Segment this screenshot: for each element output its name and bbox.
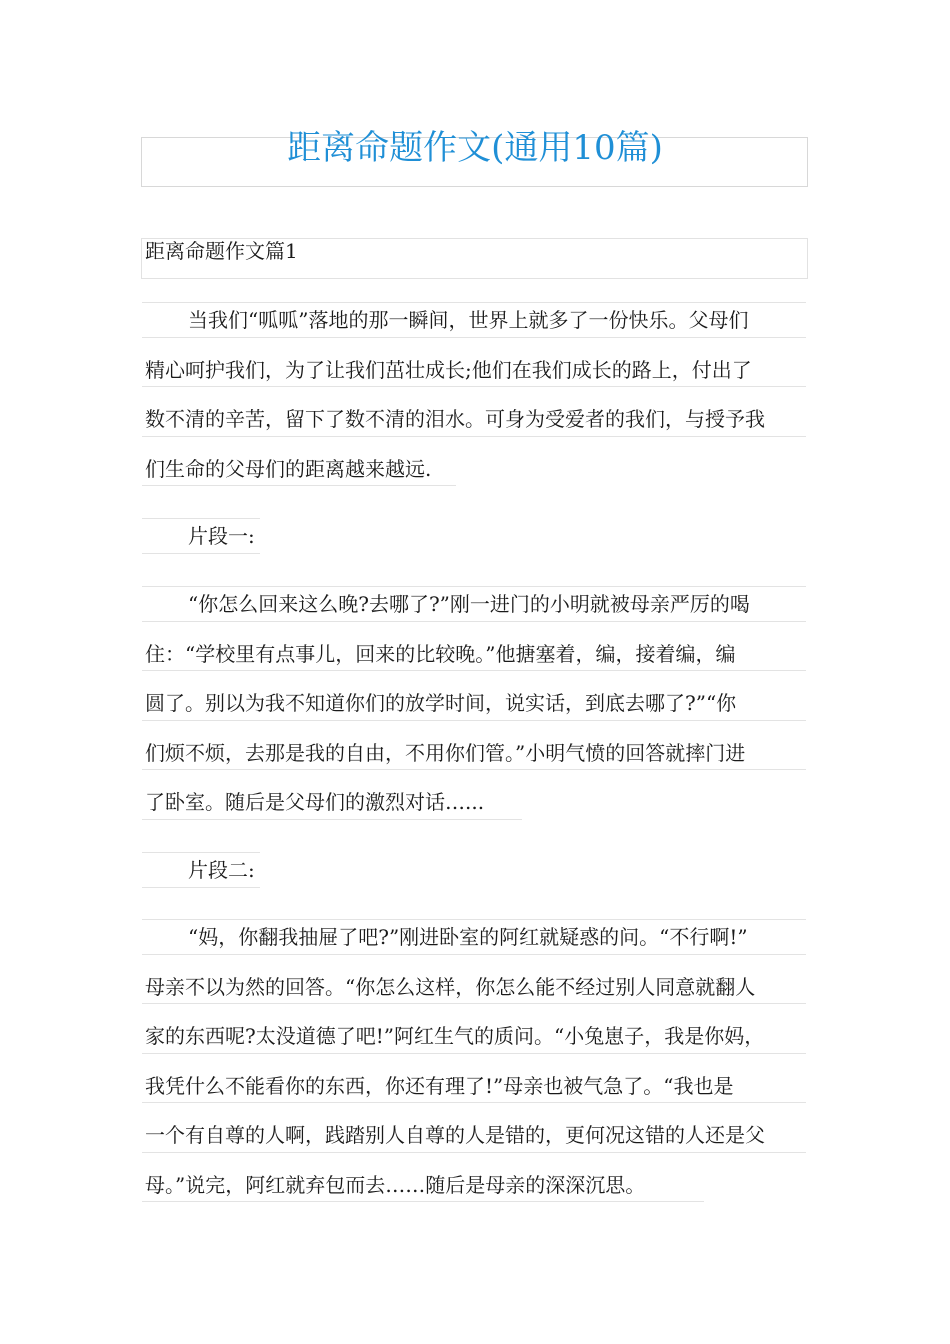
- paragraph-line: 住：“学校里有点事儿，回来的比较晚。”他搪塞着，编，接着编，编: [145, 630, 809, 680]
- paragraph-line: 我凭什么不能看你的东西，你还有理了!”母亲也被气急了。“我也是: [145, 1062, 809, 1112]
- paragraph-line: 家的东西呢?太没道德了吧!”阿红生气的质问。“小兔崽子，我是你妈，: [145, 1012, 809, 1062]
- paragraph-line: “妈，你翻我抽屉了吧?”刚进卧室的阿红就疑惑的问。“不行啊!”: [145, 913, 809, 963]
- paragraph-line: 们生命的父母们的距离越来越远.: [145, 445, 809, 495]
- paragraph-line: “你怎么回来这么晚?去哪了?”刚一进门的小明就被母亲严厉的喝: [145, 580, 809, 630]
- paragraph-fragment-one: [145, 580, 809, 828]
- paragraph-line: 片段二:: [145, 846, 809, 896]
- paragraph-line: 数不清的辛苦，留下了数不清的泪水。可身为受爱者的我们，与授予我: [145, 395, 809, 445]
- paragraph-fragment-two: [145, 913, 809, 1210]
- paragraph-intro: [145, 296, 809, 494]
- paragraph-line: 母。”说完，阿红就弃包而去……随后是母亲的深深沉思。: [145, 1161, 809, 1211]
- paragraph-line: 圆了。别以为我不知道你们的放学时间，说实话，到底去哪了?”“你: [145, 679, 809, 729]
- paragraph-line: 片段一:: [145, 512, 809, 562]
- paragraph-line: 们烦不烦，去那是我的自由，不用你们管。”小明气愤的回答就摔门进: [145, 729, 809, 779]
- fragment-two-label: [145, 846, 809, 896]
- section-heading: 距离命题作文篇1: [145, 239, 298, 263]
- paragraph-line: 精心呵护我们，为了让我们茁壮成长;他们在我们成长的路上，付出了: [145, 346, 809, 396]
- paragraph-line: 了卧室。随后是父母们的激烈对话…...: [145, 778, 809, 828]
- paragraph-line: 一个有自尊的人啊，践踏别人自尊的人是错的，更何况这错的人还是父: [145, 1111, 809, 1161]
- paragraph-line: 当我们“呱呱”落地的那一瞬间，世界上就多了一份快乐。父母们: [145, 296, 809, 346]
- paragraph-line: 母亲不以为然的回答。“你怎么这样，你怎么能不经过别人同意就翻人: [145, 963, 809, 1013]
- fragment-one-label: [145, 512, 809, 562]
- document-title: 距离命题作文(通用10篇): [287, 128, 663, 168]
